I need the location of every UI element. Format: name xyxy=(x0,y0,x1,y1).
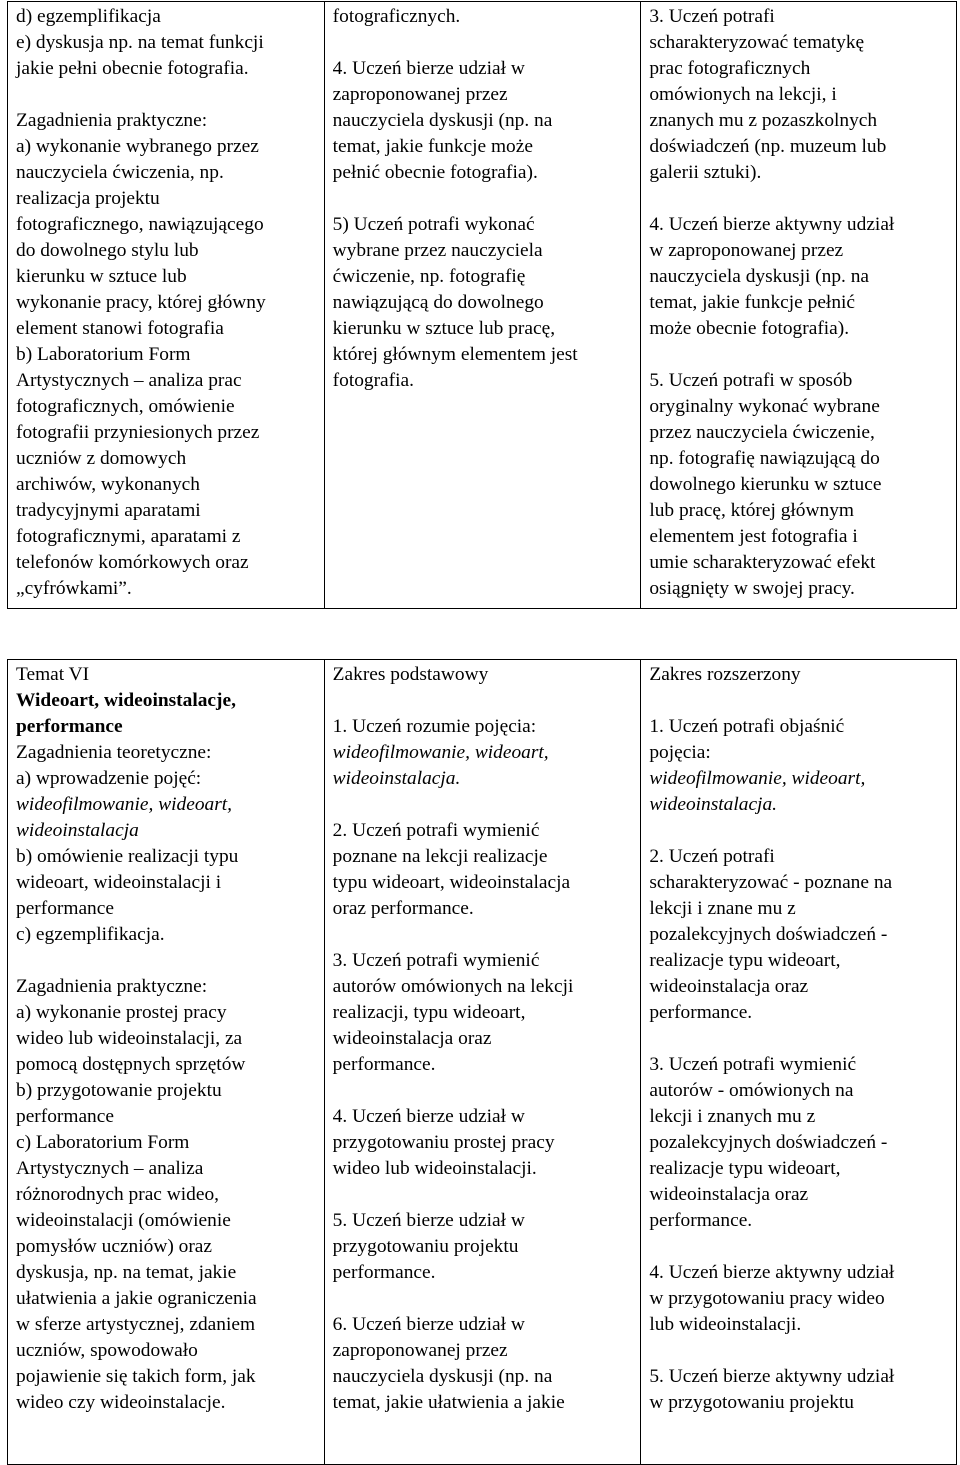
practical-heading: Zagadnienia praktyczne: xyxy=(16,110,208,131)
topic-cell xyxy=(8,660,325,1465)
text-line: ćwiczenie, np. fotografię xyxy=(332,266,526,287)
text-line: wideo lub wideoinstalacji. xyxy=(332,1158,537,1179)
text-line: c) Laboratorium Form xyxy=(16,1132,190,1153)
text-line: realizacje typu wideoart, xyxy=(649,1158,841,1179)
text-line: lub pracę, której głównym xyxy=(649,500,854,521)
text-line: wideoinstalacja. xyxy=(332,768,461,789)
text-line: d) egzemplifikacja xyxy=(16,6,161,27)
text-line: 4. Uczeń bierze udział w xyxy=(332,58,525,79)
basic-scope-header: Zakres podstawowy xyxy=(332,664,489,685)
text-line: 3. Uczeń potrafi wymienić xyxy=(332,950,540,971)
text-line: doświadczeń (np. muzeum lub xyxy=(649,136,887,157)
basic-item-4 xyxy=(333,1104,635,1182)
text-line: fotograficznych. xyxy=(332,6,461,27)
text-line: dyskusja, np. na temat, jakie xyxy=(16,1262,237,1283)
theory-item-a: a) wprowadzenie pojęć: xyxy=(16,768,202,789)
basic-item-5 xyxy=(333,212,635,394)
text-line: archiwów, wykonanych xyxy=(16,474,200,495)
text-line: performance. xyxy=(332,1262,436,1283)
text-line: kierunku w sztuce lub xyxy=(16,266,187,287)
text-line: wideoart, wideoinstalacji i xyxy=(16,872,222,893)
text-line: np. fotografię nawiązującą do xyxy=(649,448,880,469)
text-line: temat, jakie funkcje może xyxy=(332,136,533,157)
text-line: a) wykonanie prostej pracy xyxy=(16,1002,227,1023)
text-line: wideoinstalacji (omówienie xyxy=(16,1210,231,1231)
text-line: element stanowi fotografia xyxy=(16,318,224,339)
text-line: prac fotograficznych xyxy=(649,58,811,79)
text-line: 3. Uczeń potrafi wymienić xyxy=(649,1054,857,1075)
text-line: znanych mu z pozaszkolnych xyxy=(649,110,878,131)
topic-title xyxy=(16,688,318,740)
text-line: 5. Uczeń bierze udział w xyxy=(332,1210,525,1231)
extended-item-1-terms xyxy=(649,766,950,818)
text-line: wideo czy wideoinstalacje. xyxy=(16,1392,226,1413)
text-line: 5. Uczeń bierze aktywny udział xyxy=(649,1366,895,1387)
text-line: wideoinstalacja oraz xyxy=(649,976,809,997)
practical-items xyxy=(16,134,318,602)
text-line: lekcji i znanych mu z xyxy=(649,1106,816,1127)
text-line: wykonanie pracy, której główny xyxy=(16,292,266,313)
text-line: kierunku w sztuce lub pracę, xyxy=(332,318,556,339)
text-line: wybrane przez nauczyciela xyxy=(332,240,543,261)
text-line: fotograficznego, nawiązującego xyxy=(16,214,264,235)
text-line: nauczyciela dyskusji (np. na xyxy=(332,110,553,131)
text-line: pozalekcyjnych doświadczeń - xyxy=(649,1132,888,1153)
topic-label: Temat VI xyxy=(16,664,90,685)
text-line: „cyfrówkami”. xyxy=(16,578,132,599)
text-line: 3. Uczeń potrafi xyxy=(649,6,775,27)
upper-topic-cell xyxy=(8,2,325,609)
basic-item-4 xyxy=(333,56,635,186)
text-line: fotografia. xyxy=(332,370,414,391)
text-line: ułatwienia a jakie ograniczenia xyxy=(16,1288,257,1309)
text-line: zaproponowanej przez xyxy=(332,84,508,105)
practical-items xyxy=(16,1000,318,1416)
text-line: wideofilmowanie, wideoart, xyxy=(649,768,866,789)
extended-item-3 xyxy=(649,1052,950,1234)
extended-item-4 xyxy=(649,1260,950,1338)
basic-item-1-terms xyxy=(333,740,635,792)
basic-item-tail xyxy=(333,4,635,30)
text-line: realizacje typu wideoart, xyxy=(649,950,841,971)
text-line: nauczyciela dyskusji (np. na xyxy=(332,1366,553,1387)
theory-items-rest xyxy=(16,844,318,948)
extended-scope-header: Zakres rozszerzony xyxy=(649,664,801,685)
upper-basic-cell xyxy=(324,2,641,609)
text-line: pełnić obecnie fotografia). xyxy=(332,162,538,183)
text-line: do dowolnego stylu lub xyxy=(16,240,199,261)
text-line: różnorodnych prac wideo, xyxy=(16,1184,219,1205)
table-row xyxy=(8,660,957,1465)
text-line: przez nauczyciela ćwiczenie, xyxy=(649,422,875,443)
lower-curriculum-table xyxy=(7,659,957,1465)
text-line: performance xyxy=(16,716,123,737)
text-line: realizacji, typu wideoart, xyxy=(332,1002,526,1023)
text-line: wideoinstalacja. xyxy=(649,794,777,815)
text-line: poznane na lekcji realizacje xyxy=(332,846,548,867)
basic-item-2 xyxy=(333,818,635,922)
text-line: 4. Uczeń bierze aktywny udział xyxy=(649,214,895,235)
text-line: wideo lub wideoinstalacji, za xyxy=(16,1028,243,1049)
text-line: Wideoart, wideoinstalacje, xyxy=(16,690,236,711)
theory-heading: Zagadnienia teoretyczne: xyxy=(16,742,212,763)
text-line: c) egzemplifikacja. xyxy=(16,924,165,945)
text-line: pojawienie się takich form, jak xyxy=(16,1366,256,1387)
text-line: wideofilmowanie, wideoart, xyxy=(16,794,232,815)
text-line: lekcji i znane mu z xyxy=(649,898,796,919)
basic-item-6 xyxy=(333,1312,635,1416)
text-line: typu wideoart, wideoinstalacja xyxy=(332,872,571,893)
text-line: nauczyciela dyskusji (np. na xyxy=(649,266,870,287)
text-line: lub wideoinstalacji. xyxy=(649,1314,802,1335)
basic-item-3 xyxy=(333,948,635,1078)
text-line: fotograficznymi, aparatami z xyxy=(16,526,241,547)
text-line: wideoinstalacja oraz xyxy=(649,1184,809,1205)
text-line: zaproponowanej przez xyxy=(332,1340,508,1361)
text-line: pojęcia: xyxy=(649,742,711,763)
text-line: b) Laboratorium Form xyxy=(16,344,191,365)
text-line: scharakteryzować tematykę xyxy=(649,32,865,53)
basic-scope-cell xyxy=(324,660,641,1465)
text-line: przygotowaniu prostej pracy xyxy=(332,1132,555,1153)
text-line: 2. Uczeń potrafi wymienić xyxy=(332,820,540,841)
text-line: performance xyxy=(16,1106,114,1127)
text-line: performance. xyxy=(332,1054,436,1075)
text-line: której głównym elementem jest xyxy=(332,344,578,365)
text-line: b) omówienie realizacji typu xyxy=(16,846,239,867)
text-line: uczniów z domowych xyxy=(16,448,187,469)
table-row xyxy=(8,2,957,609)
upper-curriculum-table xyxy=(7,1,957,609)
text-line: uczniów, spowodowało xyxy=(16,1340,198,1361)
theory-terms xyxy=(16,792,318,844)
text-line: 6. Uczeń bierze udział w xyxy=(332,1314,525,1335)
text-line: 2. Uczeń potrafi xyxy=(649,846,775,867)
basic-item-5 xyxy=(333,1208,635,1286)
extended-scope-cell xyxy=(641,660,957,1465)
text-line: dowolnego kierunku w sztuce xyxy=(649,474,882,495)
text-line: realizacja projektu xyxy=(16,188,160,209)
text-line: oraz performance. xyxy=(332,898,474,919)
text-line: performance. xyxy=(649,1210,753,1231)
text-line: wideoinstalacja xyxy=(16,820,139,841)
extended-item-2 xyxy=(649,844,950,1026)
extended-item-5 xyxy=(649,368,950,602)
text-line: Artystycznych – analiza prac xyxy=(16,370,242,391)
text-line: wideofilmowanie, wideoart, xyxy=(332,742,549,763)
text-line: w sferze artystycznej, zdaniem xyxy=(16,1314,256,1335)
text-line: pozalekcyjnych doświadczeń - xyxy=(649,924,888,945)
text-line: pomocą dostępnych sprzętów xyxy=(16,1054,246,1075)
text-line: elementem jest fotografia i xyxy=(649,526,858,547)
text-line: może obecnie fotografia). xyxy=(649,318,850,339)
text-line: b) przygotowanie projektu xyxy=(16,1080,222,1101)
text-line: 5) Uczeń potrafi wykonać xyxy=(332,214,535,235)
text-line: scharakteryzować - poznane na xyxy=(649,872,893,893)
text-line: autorów omówionych na lekcji xyxy=(332,976,574,997)
text-line: temat, jakie funkcje pełnić xyxy=(649,292,856,313)
text-line: fotografii przyniesionych przez xyxy=(16,422,260,443)
text-line: 1. Uczeń potrafi objaśnić xyxy=(649,716,845,737)
text-line: 4. Uczeń bierze udział w xyxy=(332,1106,525,1127)
theory-tail xyxy=(16,4,318,82)
extended-item-4 xyxy=(649,212,950,342)
practical-heading: Zagadnienia praktyczne: xyxy=(16,976,208,997)
text-line: telefonów komórkowych oraz xyxy=(16,552,249,573)
text-line: e) dyskusja np. na temat funkcji xyxy=(16,32,264,53)
text-line: w zaproponowanej przez xyxy=(649,240,844,261)
text-line: 5. Uczeń potrafi w sposób xyxy=(649,370,853,391)
text-line: omówionych na lekcji, i xyxy=(649,84,837,105)
text-line: umie scharakteryzować efekt xyxy=(649,552,876,573)
text-line: performance. xyxy=(649,1002,753,1023)
text-line: w przygotowaniu pracy wideo xyxy=(649,1288,885,1309)
text-line: nauczyciela ćwiczenia, np. xyxy=(16,162,224,183)
upper-extended-cell xyxy=(641,2,957,609)
extended-item-5 xyxy=(649,1364,950,1416)
text-line: a) wykonanie wybranego przez xyxy=(16,136,259,157)
text-line: 4. Uczeń bierze aktywny udział xyxy=(649,1262,895,1283)
text-line: galerii sztuki). xyxy=(649,162,762,183)
text-line: temat, jakie ułatwienia a jakie xyxy=(332,1392,565,1413)
text-line: przygotowaniu projektu xyxy=(332,1236,519,1257)
extended-item-1-lead xyxy=(649,714,950,766)
text-line: pomysłów uczniów) oraz xyxy=(16,1236,213,1257)
extended-item-3 xyxy=(649,4,950,186)
text-line: oryginalny wykonać wybrane xyxy=(649,396,880,417)
text-line: osiągnięty w swojej pracy. xyxy=(649,578,855,599)
text-line: fotograficznych, omówienie xyxy=(16,396,235,417)
text-line: autorów - omówionych na xyxy=(649,1080,854,1101)
text-line: performance xyxy=(16,898,114,919)
text-line: tradycyjnymi aparatami xyxy=(16,500,201,521)
text-line: Artystycznych – analiza xyxy=(16,1158,204,1179)
text-line: nawiązującą do dowolnego xyxy=(332,292,544,313)
text-line: w przygotowaniu projektu xyxy=(649,1392,854,1413)
basic-item-1-lead: 1. Uczeń rozumie pojęcia: xyxy=(332,716,537,737)
text-line: jakie pełni obecnie fotografia. xyxy=(16,58,249,79)
text-line: wideoinstalacja oraz xyxy=(332,1028,492,1049)
